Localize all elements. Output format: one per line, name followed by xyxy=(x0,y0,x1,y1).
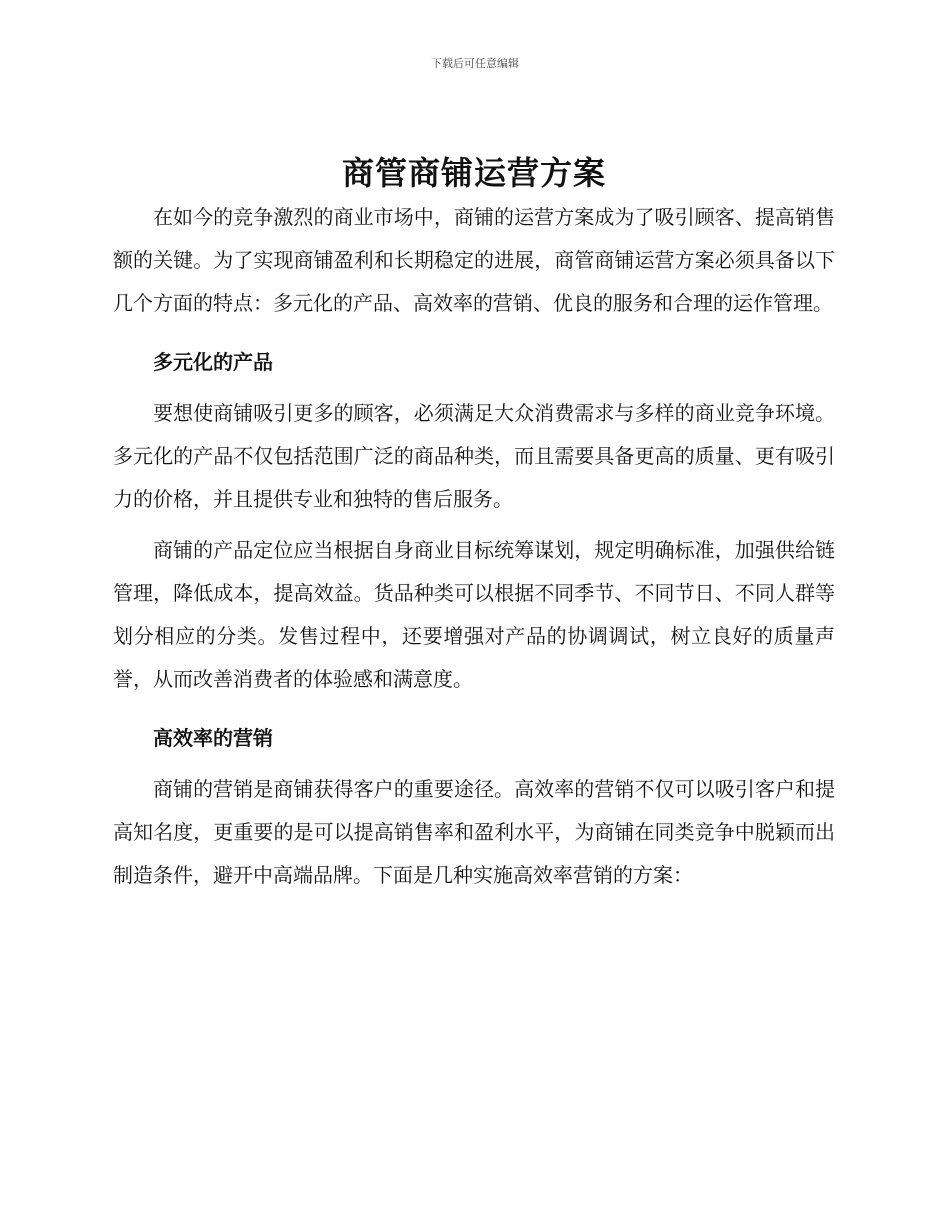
document-body xyxy=(113,150,835,897)
section-products-paragraph-1: 要想使商铺吸引更多的顾客，必须满足大众消费需求与多样的商业竞争环境。多元化的产品不仅包括范围广泛的商品种类，而且需要具备更高的质量、更有吸引力的价格，并且提供专业和独特的售后服务。 xyxy=(113,401,835,511)
section-heading-products: 多元化的产品 xyxy=(153,350,273,374)
document-title: 商管商铺运营方案 xyxy=(341,154,606,192)
header-note: 下载后可任意编辑 xyxy=(431,57,519,70)
spacer xyxy=(113,521,835,529)
spacer xyxy=(113,325,835,333)
spacer xyxy=(113,701,835,709)
section-heading-marketing: 高效率的营销 xyxy=(153,726,273,750)
intro-paragraph: 在如今的竞争激烈的商业市场中，商铺的运营方案成为了吸引顾客、提高销售额的关键。为了实现商铺盈利和长期稳定的进展，商管商铺运营方案必须具备以下几个方面的特点：多元化的产品、高效率的营销、优良的服务和合理的运作管理。 xyxy=(113,205,835,315)
section-products-paragraph-2: 商铺的产品定位应当根据自身商业目标统筹谋划，规定明确标准，加强供给链管理，降低成本，提高效益。货品种类可以根据不同季节、不同节日、不同人群等划分相应的分类。发售过程中，还要增强对产品的协调调试，树立良好的质量声誉，从而改善消费者的体验感和满意度。 xyxy=(113,538,835,691)
section-marketing-paragraph-1: 商铺的营销是商铺获得客户的重要途径。高效率的营销不仅可以吸引客户和提高知名度，更重要的是可以提高销售率和盈利水平，为商铺在同类竞争中脱颖而出制造条件，避开中高端品牌。下面是几种实施高效率营销的方案： xyxy=(113,777,835,887)
